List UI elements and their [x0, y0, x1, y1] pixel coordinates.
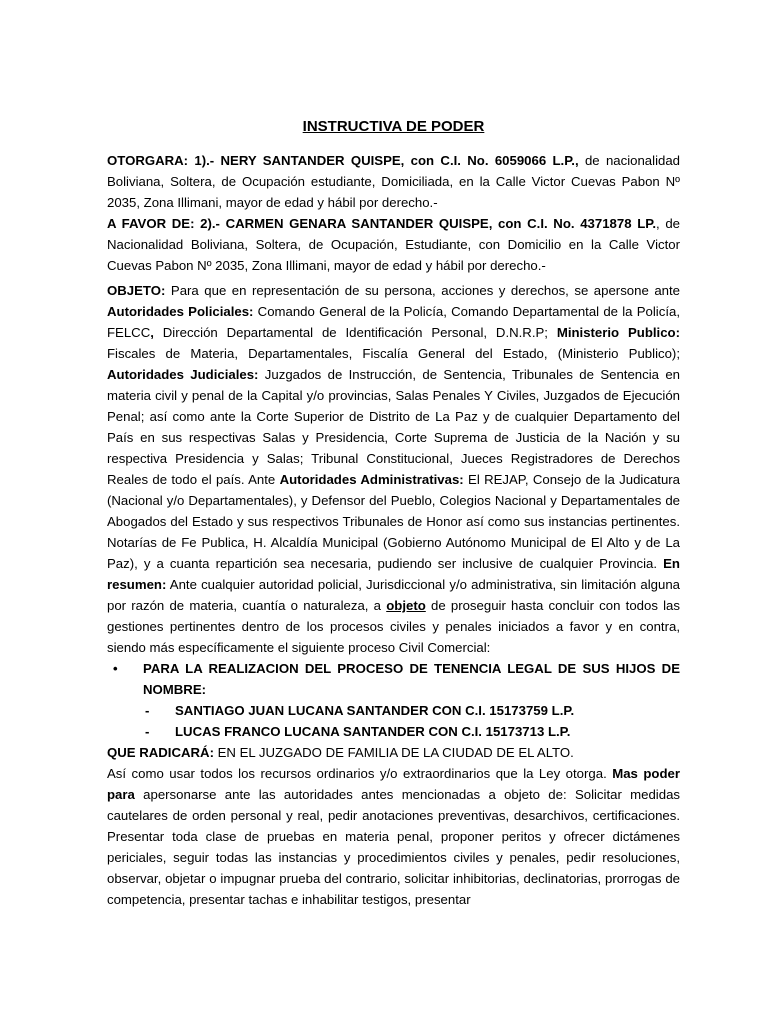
radicara-label: QUE RADICARÁ:: [107, 745, 214, 760]
child-name-1: SANTIAGO JUAN LUCANA SANTANDER CON C.I. 15173759 L.P.: [175, 703, 575, 718]
objeto-underlined: objeto: [386, 598, 426, 613]
a-favor-paragraph: [107, 213, 680, 276]
ministerio-publico-label: Ministerio Publico:: [556, 325, 680, 340]
objeto-text-5: Juzgados de Instrucción, de Sentencia, Tribunales de Sentencia en materia civil y penal de la Capital y/o provincias, Salas Penales Y Civiles, Juzgados de Ejecución Penal; así como ante la Corte Superior de Distrito de La Paz y de cualquier Departamento del País en sus respectivas Salas y Presidencia, Corte Suprema de Justicia de la Nación y su respectiva Presidencia y Salas; Tribunal Constitucional, Jueces Registradores de Derechos Reales de todo el país. Ante: [107, 367, 680, 487]
en-resumen-label: En resumen:: [107, 556, 680, 592]
document-body: [107, 150, 680, 910]
document-title: INSTRUCTIVA DE PODER: [302, 118, 485, 135]
list-item: [107, 658, 680, 700]
objeto-text-6: El REJAP, Consejo de la Judicatura (Nacional y/o Departamentales), y Defensor del Pueblo, Colegios Nacional y Departamentales de Abogados del Estado y sus respectivos Tribunales de Honor así como sus instancias pertinentes. Notarías de Fe Publica, H. Alcaldía Municipal (Gobierno Autónomo Municipal de El Alto y de La Paz), y a cuanta repartición sea necesaria, pudiendo ser inclusive de cualquier Provincia.: [107, 472, 681, 571]
bullet-list: [107, 658, 680, 700]
objeto-text-3: Dirección Departamental de Identificación Personal, D.N.R.P;: [153, 325, 557, 340]
autoridades-policiales-label: Autoridades Policiales:: [107, 304, 254, 319]
child-item-2: [107, 721, 680, 742]
objeto-text-2: Comando General de la Policía, Comando Departamental de la Policía, FELCC: [107, 304, 680, 340]
radicara-paragraph: [107, 742, 680, 763]
objeto-text-7: Ante cualquier autoridad policial, Jurisdiccional y/o administrativa, sin limitación alguna por razón de materia, cuantía o naturaleza, a: [107, 577, 680, 613]
dash-marker: -: [145, 703, 150, 718]
objeto-text-4: Fiscales de Materia, Departamentales, Fiscalía General del Estado, (Ministerio Publico);: [107, 346, 680, 361]
recursos-paragraph: [107, 763, 680, 910]
child-item-1: [107, 700, 680, 721]
mas-poder-label: Mas poder para: [107, 766, 680, 802]
radicara-text: EN EL JUZGADO DE FAMILIA DE LA CIUDAD DE EL ALTO.: [213, 745, 574, 760]
autoridades-judiciales-label: Autoridades Judiciales:: [107, 367, 259, 382]
objeto-text-1: Para que en representación de su persona, acciones y derechos, se apersone ante: [165, 283, 680, 298]
objeto-comma: ,: [150, 325, 154, 340]
recursos-text-1: Así como usar todos los recursos ordinarios y/o extraordinarios que la Ley otorga.: [107, 766, 613, 781]
a-favor-text: , de Nacionalidad Boliviana, Soltera, de Ocupación, Estudiante, con Domicilio en la Calle Victor Cuevas Pabon Nº 2035, Zona Illimani, mayor de edad y hábil por derecho.-: [107, 216, 681, 273]
recursos-text-2: apersonarse ante las autoridades antes mencionadas a objeto de: Solicitar medidas cautelares de orden personal y real, pedir anotaciones preventivas, desarchivos, certificaciones. Presentar toda clase de pruebas en materia penal, proponer peritos y ofrecer dictámenes periciales, seguir todas las instancias y procedimientos civiles y penales, pedir resoluciones, observar, objetar o impugnar prueba del contrario, solicitar inhibitorias, declinatorias, prorrogas de competencia, presentar tachas e inhabilitar testigos, presentar: [107, 787, 680, 907]
bullet-text: PARA LA REALIZACION DEL PROCESO DE TENENCIA LEGAL DE SUS HIJOS DE NOMBRE:: [143, 661, 680, 697]
a-favor-label: A FAVOR DE: 2).- CARMEN GENARA SANTANDER QUISPE, con C.I. No. 4371878 LP.: [107, 216, 657, 231]
objeto-text-8: de proseguir hasta concluir con todos las gestiones pertinentes dentro de los procesos civiles y penales iniciados a favor y en contra, siendo más específicamente el siguiente proceso Civil Comercial:: [107, 598, 680, 655]
otorgara-text: de nacionalidad Boliviana, Soltera, de Ocupación estudiante, Domiciliada, en la Calle Victor Cuevas Pabon Nº 2035, Zona Illimani, mayor de edad y hábil por derecho.-: [107, 153, 681, 210]
otorgara-label: OTORGARA: 1).- NERY SANTANDER QUISPE, con C.I. No. 6059066 L.P.,: [107, 153, 579, 168]
dash-marker: -: [145, 724, 150, 739]
autoridades-administrativas-label: Autoridades Administrativas:: [279, 472, 464, 487]
bullet-dot: •: [113, 661, 118, 676]
otorgara-paragraph: [107, 150, 680, 213]
child-name-2: LUCAS FRANCO LUCANA SANTANDER CON C.I. 15173713 L.P.: [175, 724, 571, 739]
objeto-paragraph: [107, 280, 680, 658]
objeto-label: OBJETO:: [107, 283, 166, 298]
